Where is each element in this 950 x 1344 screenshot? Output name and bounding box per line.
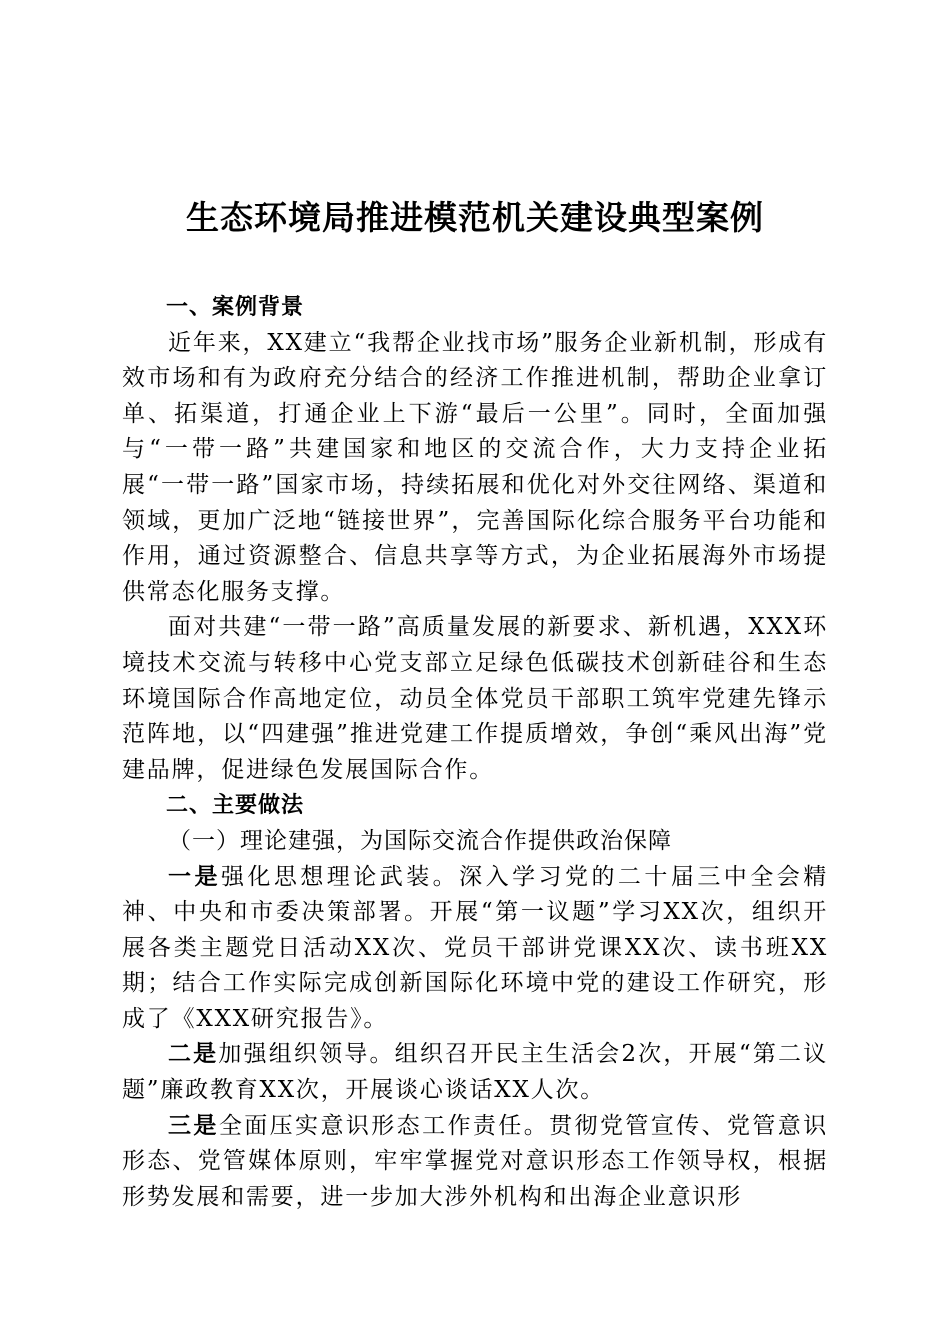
item-text-3: 全面压实意识形态工作责任。贯彻党管宣传、党管意识形态、党管媒体原则，牢牢掌握党对意识形态工作领导权，根据形势发展和需要，进一步加大涉外机构和出海企业意识形 [122, 1112, 829, 1210]
item-lead-2: 二是 [168, 1041, 219, 1068]
practice-item-1 [122, 860, 828, 1038]
paragraph-background-2: 面对共建“一带一路”高质量发展的新要求、新机遇，XXX环境技术交流与转移中心党支部立足绿色低碳技术创新硅谷和生态环境国际合作高地定位，动员全体党员干部职工筑牢党建先锋示范阵地，以“四建强”推进党建工作提质增效，争创“乘风出海”党建品牌，促进绿色发展国际合作。 [122, 614, 828, 783]
paragraph-background-1: 近年来，XX建立“我帮企业找市场”服务企业新机制，形成有效市场和有为政府充分结合的经济工作推进机制，帮助企业拿订单、拓渠道，打通企业上下游“最后一公里”。同时，全面加强与“一带一路”共建国家和地区的交流合作，大力支持企业拓展“一带一路”国家市场，持续拓展和优化对外交往网络、渠道和领域，更加广泛地“链接世界”，完善国际化综合服务平台功能和作用，通过资源整合、信息共享等方式，为企业拓展海外市场提供常态化服务支撑。 [122, 329, 828, 605]
section-heading-background: 一、案例背景 [166, 295, 305, 320]
item-text-1: 强化思想理论武装。深入学习党的二十届三中全会精神、中央和市委决策部署。开展“第一议题”学习XX次，组织开展各类主题党日活动XX次、党员干部讲党课XX次、读书班XX期；结合工作实际完成创新国际化环境中党的建设工作研究，形成了《XXX研究报告》。 [122, 863, 828, 1032]
section-heading-practices: 二、主要做法 [166, 793, 305, 819]
practice-item-2 [122, 1037, 828, 1108]
document-title: 生态环境局推进模范机关建设典型案例 [186, 198, 764, 237]
item-lead-1: 一是 [168, 863, 221, 890]
document-body [122, 290, 828, 1215]
practice-item-3 [122, 1109, 828, 1216]
item-text-2: 加强组织领导。组织召开民主生活会2次，开展“第二议题”廉政教育XX次，开展谈心谈话XX人次。 [122, 1041, 828, 1104]
subsection-heading-theory: （一）理论建强，为国际交流合作提供政治保障 [168, 827, 672, 854]
item-lead-3: 三是 [168, 1112, 219, 1139]
